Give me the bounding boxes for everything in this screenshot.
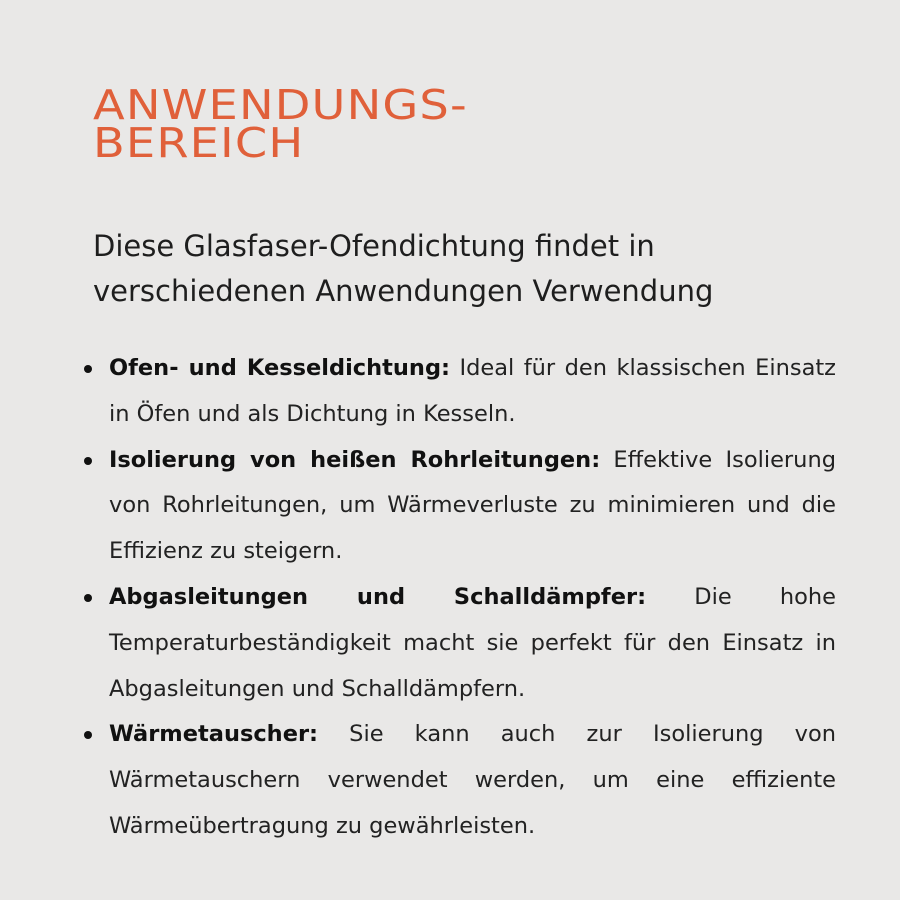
list-item-text: Die hohe Temperaturbeständigkeit macht sie perfekt für den Einsatz in Abgasleitungen und Schalldämpfern. [109, 583, 836, 702]
list-item [78, 712, 836, 849]
section-heading [93, 81, 771, 167]
list-item [78, 438, 836, 575]
list-item [78, 575, 836, 712]
list-item-text: Sie kann auch zur Isolierung von Wärmetauschern verwendet werden, um eine effiziente Wärmeübertragung zu gewährleisten. [109, 721, 836, 839]
list-item-text: Effektive Isolierung von Rohrleitungen, um Wärmeverluste zu minimieren und die Effizienz zu steigern. [109, 446, 836, 565]
bullet-icon [84, 365, 92, 373]
list-item-text: Ideal für den klassischen Einsatz in Öfen und als Dichtung in Kesseln. [109, 355, 836, 427]
list-item-title: Abgasleitungen und Schalldämpfer: [109, 583, 647, 610]
bullet-icon [84, 594, 92, 602]
bullet-icon [84, 457, 92, 465]
list-item-title: Wärmetauscher: [109, 721, 319, 748]
application-list [78, 346, 836, 850]
list-item [78, 346, 836, 438]
list-item-title: Isolierung von heißen Rohrleitungen: [109, 446, 601, 473]
section-heading-line-1: ANWENDUNGS- [93, 81, 468, 129]
section-heading-line-2: BEREICH [93, 119, 305, 167]
intro-text: Diese Glasfaser-Ofendichtung findet in verschiedenen Anwendungen Verwendung [93, 229, 714, 308]
list-item-title: Ofen- und Kesseldichtung: [109, 355, 451, 381]
bullet-icon [84, 731, 92, 739]
